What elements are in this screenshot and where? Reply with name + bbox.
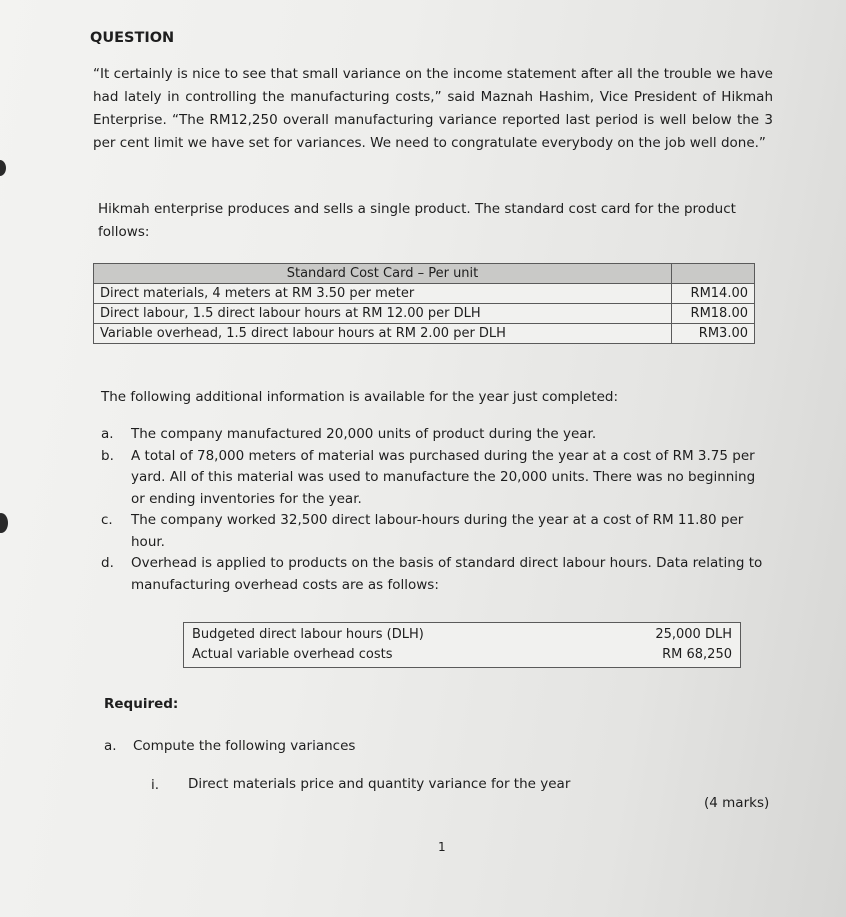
info-item-marker: c. [101, 512, 113, 528]
overhead-value: RM 68,250 [662, 647, 732, 662]
info-item [101, 424, 771, 446]
question-heading: QUESTION [90, 30, 175, 46]
cost-card-row [94, 284, 755, 304]
page-number: 1 [438, 840, 446, 854]
part-a-text: Compute the following variances [133, 738, 356, 754]
info-item-marker: a. [101, 426, 114, 442]
info-item-marker: b. [101, 447, 114, 464]
info-item-text: Overhead is applied to products on the basis of standard direct labour hours. Data relating to manufacturing overhead costs are as follows: [131, 555, 763, 593]
binder-hole-top [0, 160, 6, 176]
cost-card-amount: RM14.00 [672, 284, 755, 304]
cost-card-amount: RM3.00 [672, 324, 755, 344]
overhead-label: Actual variable overhead costs [192, 647, 393, 662]
part-a-i-text: Direct materials price and quantity variance for the year [188, 776, 571, 792]
info-list [101, 424, 771, 596]
required-heading: Required: [104, 696, 179, 712]
info-item-marker: d. [101, 555, 114, 571]
cost-card-header: Standard Cost Card – Per unit [94, 264, 672, 284]
overhead-value: 25,000 DLH [655, 627, 732, 642]
overhead-data-box [183, 622, 741, 668]
part-a-i-marks: (4 marks) [704, 795, 770, 811]
info-item-text: The company manufactured 20,000 units of product during the year. [131, 426, 597, 442]
info-item [101, 510, 771, 553]
cost-card-item: Variable overhead, 1.5 direct labour hours at RM 2.00 per DLH [94, 324, 672, 344]
cost-card-row [94, 324, 755, 344]
cost-card-item: Direct labour, 1.5 direct labour hours at RM 12.00 per DLH [94, 304, 672, 324]
binder-hole-bottom [0, 513, 8, 533]
info-item [101, 553, 771, 596]
info-item-text: The company worked 32,500 direct labour-hours during the year at a cost of RM 11.80 per hour. [131, 512, 744, 550]
part-a-i-marker: i. [151, 777, 160, 793]
cost-card-header-blank [672, 264, 755, 284]
overhead-label: Budgeted direct labour hours (DLH) [192, 627, 424, 642]
info-item [101, 446, 771, 511]
part-a-marker: a. [104, 738, 117, 754]
cost-card-item: Direct materials, 4 meters at RM 3.50 per meter [94, 284, 672, 304]
cost-card-header-row [94, 264, 755, 284]
additional-info-intro: The following additional information is available for the year just completed: [101, 389, 619, 405]
standard-cost-card-table [93, 263, 755, 344]
intro-paragraph: Hikmah enterprise produces and sells a single product. The standard cost card for the product follows: [98, 201, 736, 240]
cost-card-amount: RM18.00 [672, 304, 755, 324]
cost-card-row [94, 304, 755, 324]
info-item-text: A total of 78,000 meters of material was purchased during the year at a cost of RM 3.75 per yard. All of this material was used to manufacture the 20,000 units. There was no beginning or ending inventories for the year. [131, 447, 756, 507]
quote-paragraph: “It certainly is nice to see that small variance on the income statement after all the trouble we have had lately in controlling the manufacturing costs,” said Maznah Hashim, Vice President of Hikmah Enterprise. “The RM12,250 overall manufacturing variance reported last period is well below the 3 per cent limit we have set for variances. We need to congratulate everybody on the job well done.” [93, 66, 773, 151]
